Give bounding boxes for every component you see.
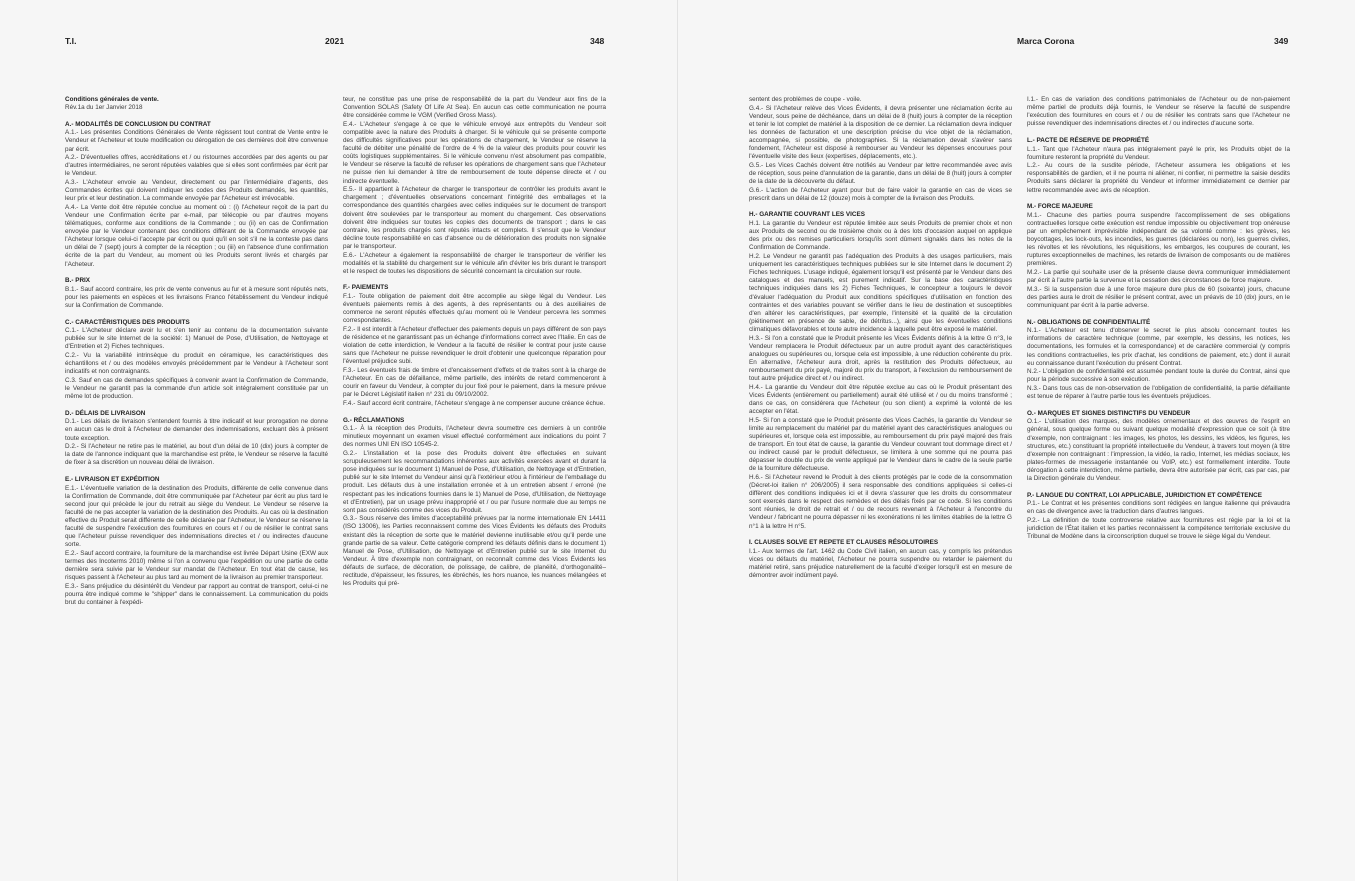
clause-paragraph: F.2.- Il est interdit à l'Acheteur d'effectuer des paiements depuis un pays différent de son pays de résidence et ne garantissant pas un échange d'informations correct avec l'Italie. En cas de violation de cette interdiction, le Vendeur a la faculté de résilier le contrat pour juste cause sans que l'Acheteur ne puisse revendiquer le droit d'obtenir une quelconque réparation pour l'éventuel préjudice subi. <box>343 325 606 366</box>
clause-paragraph: H.1. La garantie du Vendeur est réputée limitée aux seuls Produits de premier choix et non aux Produits de second ou de troisième choix ou à des lots d'occasion auquel on applique des prix ou des remises particuliers lorsqu'ils sont dûment signalés dans les notes de la Confirmation de Commande. <box>749 220 1012 252</box>
clause-paragraph: sentent des problèmes de coupe - voile. <box>749 96 862 103</box>
section-heading: A.- MODALITÉS DE CONCLUSION DU CONTRAT <box>65 120 211 128</box>
clause-paragraph: E.5.- Il appartient à l'Acheteur de charger le transporteur de contrôler les produits avant le chargement ; d'éventuelles observations concernant l'intégrité des emballages et la correspondance des quantités chargées avec celles indiquées sur le document de transport doivent être soulevées par le transporteur au moment du chargement. Ces observations doivent être indiquées sur toutes les copies des documents de transport ; dans le cas contraire, les produits chargés sont réputés intacts et complets. Il s'ensuit que le Vendeur décline toute responsabilité en cas d'absence ou de détérioration des produits non signalée par le transporteur. <box>343 186 606 250</box>
clause-paragraph: F.1.- Toute obligation de paiement doit être accomplie au siège légal du Vendeur. Les éventuels paiements remis à des agents, à des représentants ou à des auxiliaires de commerce ne seront réputés effectués qu'au moment où le Vendeur percevra les sommes correspondantes. <box>343 293 606 325</box>
clause-paragraph: I.1.- Aux termes de l'art. 1462 du Code Civil italien, en aucun cas, y compris les prétendus vices ou défauts du matériel, l'Acheteur ne pourra suspendre ou retarder le paiement du matériel retiré, sans préjudice naturellement de la faculté d'exiger lorsqu'il est en mesure de démontrer avoir indûment payé. <box>749 547 1012 580</box>
clause-paragraph: A.2.- D'éventuelles offres, accréditations et / ou ristournes accordées par des agents ou par d'autres intermédiaires, ne seront réputées valables que si elles sont confirmées par écrit par le Vendeur. <box>65 154 328 178</box>
clause-paragraph: E.1.- L'éventuelle variation de la destination des Produits, différente de celle convenue dans la Confirmation de Commande, doit être communiquée par l'Acheteur par écrit au plus tard le second jour qui précède le jour du retrait au siège du Vendeur. Le Vendeur se réserve la faculté de ne pas accepter la variation de la destination des Produits. Au cas où la destination effective du Produit serait différente de celle déclarée par l'Acheteur, le Vendeur se réserve la faculté de suspendre l'exécution des fournitures en cours et / ou de résilier le contrat sans que l'Acheteur puisse revendiquer des indemnisations directes et / ou indirectes d'aucune sorte. <box>65 484 328 549</box>
clause-paragraph: L.2.- Au cours de la susdite période, l'Acheteur assumera les obligations et les responsabilités de gardien, et il ne pourra ni aliéner, ni confier, ni permettre la saisie desdits Produits sans déclarer la propriété du Vendeur et informer immédiatement ce dernier par lettre recommandée avec avis de réception. <box>1027 162 1290 194</box>
clause-paragraph: N.1.- L'Acheteur est tenu d'observer le secret le plus absolu concernant toutes les informations de caractère technique (comme, par exemple, les dessins, les notices, les documentations, les formules et la correspondance) et de caractère commercial (y compris les conditions contractuelles, les prix d'achat, les conditions de paiement, etc.) dont il aurait eu connaissance durant l'exécution du présent Contrat. <box>1027 327 1290 367</box>
clause-paragraph: G.6.- L'action de l'Acheteur ayant pour but de faire valoir la garantie en cas de vices se prescrit dans un délai de 12 (douze) mois à compter de la livraison des Produits. <box>749 186 1012 202</box>
clause-paragraph: D.1.- Les délais de livraison s'entendent fournis à titre indicatif et leur prorogation ne donne en aucun cas le droit à l'Acheteur de demander des indemnisations, excluant dès à présent toute exception. <box>65 418 328 442</box>
clause-paragraph: H.6.- Si l'Acheteur revend le Produit à des clients protégés par le code de la consommation (Décret-loi italien n° 206/2005) il sera responsable des conditions appliquées si celles-ci diffèrent des conditions indiquées ici et il devra s'assurer que les droits du consommateur sont exercés dans le respect des remèdes et des délais fixés par ce code. Si les conditions sont réunies, le droit de retrait et / ou de recours revenant à l'Acheteur à l'encontre du Vendeur / fabricant ne pourra dépasser ni les exonérations ni les limites établies de la lettre G n°1 à la lettre H n°5. <box>749 473 1012 530</box>
clause-paragraph: B.1.- Sauf accord contraire, les prix de vente convenus au fur et à mesure sont réputés nets, pour les paiements en espèces et les livraisons Franco l'établissement du Vendeur indiqué sur la Confirmation de Commande. <box>65 285 328 310</box>
clause-paragraph: F.3.- Les éventuels frais de timbre et d'encaissement d'effets et de traites sont à la charge de l'Acheteur. En cas de défaillance, même partielle, des intérêts de retard commenceront à courir en faveur du Vendeur, à compter du jour fixé pour le paiement, dans la mesure prévue par le Décret Législatif italien n° 231 du 09/10/2002. <box>343 367 606 399</box>
right-page-number: 349 <box>1274 36 1289 46</box>
clause-paragraph: N.3.- Dans tous cas de non-observation de l'obligation de confidentialité, la partie défaillante est tenue de réparer à l'autre partie tous les éventuels préjudices. <box>1027 385 1290 401</box>
header-year: 2021 <box>325 36 345 46</box>
clause-paragraph: G.2.- L'installation et la pose des Produits doivent être effectuées en suivant scrupuleusement les recommandations inhérentes aux activités exercées avant et durant la pose indiquées sur le document 1) Manuel de Pose, d'Utilisation, de Nettoyage et d'Entretien, publié sur le site Internet du Vendeur ainsi qu'à l'extérieur et/ou à l'intérieur de l'emballage du produit. Les défauts dus à une installation erronée et à un entretien absent / erroné (ne respectant pas les indications fournies dans le 1) Manuel de Pose, d'Utilisation, de Nettoyage et d'Entretien), par un usage prévu inapproprié et / ou par l'usure normale due au temps ne sont pas considérés comme des vices du Produit. <box>343 449 606 514</box>
clause-paragraph: G.5.- Les Vices Cachés doivent être notifiés au Vendeur par lettre recommandée avec avis de réception, sous peine d'annulation de la garantie, dans un délai de 8 (huit) jours à compter de la date de la découverte du défaut. <box>749 161 1012 186</box>
text-column-1 <box>65 96 328 608</box>
clause-paragraph: H.3.- Si l'on a constaté que le Produit présente les Vices Évidents définis à la lettre G n°3, le Vendeur remplacera le Produit défectueux par un autre produit ayant des caractéristiques analogues ou supérieures ou, lorsque cela est impossible, à une réduction cohérente du prix. En alternative, l'Acheteur aura droit, après la restitution des Produits défectueux, au remboursement du prix payé, majoré du prix du transport, à l'exclusion du remboursement de tout autre préjudice direct et / ou indirect. <box>749 334 1012 383</box>
section-heading: D.- DÉLAIS DE LIVRAISON <box>65 409 146 417</box>
section-heading: P.- LANGUE DU CONTRAT, LOI APPLICABLE, JURIDICTION ET COMPÉTENCE <box>1027 491 1262 499</box>
clause-paragraph: L.1.- Tant que l'Acheteur n'aura pas intégralement payé le prix, les Produits objet de la fourniture resteront la propriété du Vendeur. <box>1027 145 1290 161</box>
header-brand: Marca Corona <box>1017 36 1075 46</box>
clause-paragraph: G.1.- À la réception des Produits, l'Acheteur devra soumettre ces derniers à un contrôle minutieux moyennant un examen visuel effectué conformément aux indications du point 7 des normes UNI EN ISO 10545-2. <box>343 425 606 449</box>
section-heading: N.- OBLIGATIONS DE CONFIDENTIALITÉ <box>1027 318 1151 326</box>
clause-paragraph: E.4.- L'Acheteur s'engage à ce que le véhicule envoyé aux entrepôts du Vendeur soit compatible avec la nature des Produits à charger. Si le véhicule qui se présente comporte des difficultés significatives pour les opérations de chargement, le Vendeur se réserve la faculté de débiter une pénalité de l'ordre de 4 % de la valeur des produits pour couvrir les coûts logistiques supplémentaires. Si le véhicule convenu n'est absolument pas compatible, le Vendeur se réserve la faculté de refuser les opérations de chargement sans que l'Acheteur ne puisse rien lui demander à titre de remboursement de toute dépense directe et / ou indirecte éventuelle. <box>343 120 606 185</box>
clause-paragraph: A.3.- L'Acheteur envoie au Vendeur, directement ou par l'intermédiaire d'agents, des Commandes écrites qui doivent indiquer les codes des Produits demandés, les quantités, leur prix et leur destination. La commande envoyée par l'Acheteur est irrévocable. <box>65 178 328 203</box>
section-heading: G.- RÉCLAMATIONS <box>343 416 405 424</box>
clause-paragraph: C.1.- L'Acheteur déclare avoir lu et s'en tenir au contenu de la documentation suivante publiée sur le site Internet de la société: 1) Manuel de Pose, d'Utilisation, de Nettoyage et d'Entretien et 2) Fiches techniques. <box>65 327 328 351</box>
section-heading: H.- GARANTIE COUVRANT LES VICES <box>749 211 865 219</box>
clause-paragraph: I.1.- En cas de variation des conditions patrimoniales de l'Acheteur ou de non-paiement même partiel de produits déjà fournis, le Vendeur se réserve la faculté de suspendre l'exécution des fournitures en cours et / ou de résilier les contrats sans que l'Acheteur ne puisse revendiquer des indemnisations directes et / ou indirectes d'aucune sorte. <box>1027 96 1290 128</box>
section-heading: E.- LIVRAISON ET EXPÉDITION <box>65 475 160 483</box>
clause-paragraph: M.3.- Si la suspension due à une force majeure dure plus de 60 (soixante) jours, chacune des parties aura le droit de résilier le présent contrat, avec un préavis de 10 (dix) jours, en le communiquant par écrit à la partie adverse. <box>1027 285 1290 310</box>
text-column-4 <box>1027 96 1290 542</box>
clause-paragraph: E.3.- Sans préjudice du désintérêt du Vendeur par rapport au contrat de transport, celui-ci ne pourra être indiqué comme le "shipper" dans le connaissement. La communication du poids brut du container à l'expédi- <box>65 582 328 607</box>
clause-paragraph: F.4.- Sauf accord écrit contraire, l'Acheteur s'engage à ne compenser aucune créance échue. <box>343 399 605 407</box>
page-gutter <box>677 0 678 881</box>
clause-paragraph: E.2.- Sauf accord contraire, la fourniture de la marchandise est livrée Départ Usine (EXW aux termes des Incoterms 2010) même si l'on a convenu que l'expédition ou une partie de cette dernière sera suivie par le Vendeur sur mandat de l'Acheteur. En tout état de cause, les risques passent à l'Acheteur au plus tard au moment de la livraison au premier transporteur. <box>65 549 328 582</box>
clause-paragraph: M.1.- Chacune des parties pourra suspendre l'accomplissement de ses obligations contractuelles lorsque cette exécution est rendue impossible ou objectivement trop onéreuse par un empêchement imprévisible indépendant de sa volonté comme : les grèves, les boycottages, les lock-outs, les incendies, les guerres (déclarées ou non), les guerres civiles, les révoltes et les révolutions, les réquisitions, les embargos, les coupures de courant, les ruptures exceptionnelles de machines, les retards de livraison de composants ou de matières premières. <box>1027 211 1290 268</box>
clause-paragraph: P.2.- La définition de toute controverse relative aux fournitures est régie par la loi et la juridiction de l'État italien et les parties reconnaissent la compétence territoriale exclusive du Tribunal de Modène dans la circonscription duquel se trouve le siège légal du Vendeur. <box>1027 517 1290 541</box>
clause-paragraph: A.4.- La Vente doit être réputée conclue au moment où : (i) l'Acheteur reçoit de la part du Vendeur une Confirmation écrite par e-mail, par télécopie ou par d'autres moyens télématiques, conforme aux conditions de la Commande ; ou (ii) en cas de Confirmation envoyée par le Vendeur contenant des conditions différant de la Commande envoyée par l'Acheteur lorsque celui-ci l'accepte par écrit ou quoi qu'il en soit s'il ne la conteste pas dans un délai de 7 (sept) jours à compter de la réception ; ou (iii) en l'absence d'une confirmation écrite de la part du Vendeur, au moment où les Produits seront livrés et chargés par l'Acheteur. <box>65 203 328 268</box>
document-title: Conditions générales de vente. <box>65 96 159 103</box>
section-heading: I. CLAUSES SOLVE ET REPETE ET CLAUSES RÉSOLUTOIRES <box>749 539 939 547</box>
left-page-number: 348 <box>590 36 605 46</box>
clause-paragraph: N.2.- L'obligation de confidentialité est assumée pendant toute la durée du Contrat, ainsi que pour la période successive à son exécution. <box>1027 368 1290 384</box>
header-section-label: T.I. <box>65 36 77 46</box>
section-heading: M.- FORCE MAJEURE <box>1027 203 1093 211</box>
clause-paragraph: P.1.- Le Contrat et les présentes conditions sont rédigées en langue italienne qui prévaudra en cas de divergence avec la traduction dans d'autres langues. <box>1027 500 1290 516</box>
document-revision: Rév.1a du 1er Janvier 2018 <box>65 104 143 112</box>
clause-paragraph: H.5- Si l'on a constaté que le Produit présente des Vices Cachés, la garantie du Vendeur se limite au remplacement du matériel par du matériel ayant des caractéristiques analogues ou supérieures et, lorsque cela est impossible, au remboursement du prix payé majoré des frais de transport. En tout état de cause, la garantie du Vendeur couvrant tout dommage direct et / ou indirect causé par le produit défectueux, se limitera à une somme qui ne pourra pas dépasser le double du prix de vente appliqué par le Vendeur dans le cadre de la seule partie de la fourniture défectueuse. <box>749 416 1012 473</box>
section-heading: O.- MARQUES ET SIGNES DISTINCTIFS DU VENDEUR <box>1027 409 1191 417</box>
section-heading: B.- PRIX <box>65 277 91 285</box>
clause-paragraph: O.1.- L'utilisation des marques, des modèles ornementaux et des œuvres de l'esprit en général, sous quelque forme ou suivant quelque modalité d'expression que ce soit (à titre d'exemple, non contraignant : les images, les photos, les dessins, les vidéos, les figures, les structures, etc.) constituant la propriété intellectuelle du Vendeur, à travers tout moyen (à titre d'exemple non contraignant : l'impression, la vidéo, la radio, Internet, les médias sociaux, les plates-formes de messagerie instantanée ou VoIP, etc.) est formellement interdite. Toute dérogation à cette interdiction, même partielle, devra être autorisée par écrit, cas par cas, par la Direction générale du Vendeur. <box>1027 418 1290 483</box>
section-heading: L.- PACTE DE RÉSERVE DE PROPRIÉTÉ <box>1027 136 1150 144</box>
text-column-3 <box>749 96 1012 581</box>
clause-paragraph: G.4.- Si l'Acheteur relève des Vices Évidents, il devra présenter une réclamation écrite au Vendeur, sous peine de déchéance, dans un délai de 8 (huit) jours à compter de la réception et tenir le lot complet de matériel à la disposition de ce dernier. La réclamation devra indiquer les données de facturation et une description précise du vice objet de la réclamation, accompagnée, si possible, de photographies. Si la réclamation devait s'avérer sans fondement, l'Acheteur est disposé à rembourser au Vendeur les dépenses encourues pour l'éventuelle visite des lieux (expertises, déplacements, etc.). <box>749 104 1012 161</box>
clause-paragraph: teur, ne constitue pas une prise de responsabilité de la part du Vendeur aux fins de la Convention SOLAS (Safety Of Life At Sea). En aucun cas cette communication ne pourra être considérée comme le VGM (Verified Gross Mass). <box>343 96 606 120</box>
section-heading: F.- PAIEMENTS <box>343 284 389 292</box>
clause-paragraph: G.3.- Sous réserve des limites d'acceptabilité prévues par la norme internationale EN 14411 (ISO 13006), les Parties reconnaissent comme des Vices Évidents les défauts des Produits existant dès la réception de sorte que le matériel devienne inutilisable et/ou qu'il perde une grande partie de sa valeur. Cette catégorie comprend les défauts définis dans le document 1) Manuel de Pose, d'Utilisation, de Nettoyage et d'Entretien publié sur le site Internet du Vendeur. À titre d'exemple non contraignant, on reconnaît comme des Vices Évidents les défauts de surface, de décoration, de polissage, de calibre, de planéité, d'orthogonalité–rectitude, d'épaisseur, les fissures, les ébréchés, les hors nuance, les nuances mélangées et les Produits qui pré- <box>343 515 606 588</box>
section-heading: C.- CARACTÉRISTIQUES DES PRODUITS <box>65 318 190 326</box>
clause-paragraph: A.1.- Les présentes Conditions Générales de Vente régissent tout contrat de Vente entre le Vendeur et l'Acheteur et toute modification ou dérogation de ces dernières doit être convenue par écrit. <box>65 129 328 153</box>
text-column-2 <box>343 96 606 589</box>
clause-paragraph: H.2. Le Vendeur ne garantit pas l'adéquation des Produits à des usages particuliers, mais uniquement les caractéristiques techniques publiées sur le site Internet dans le document 2) Fiches techniques. L'usage indiqué, également lorsqu'il est présenté par le Vendeur dans des catalogues et des manuels, est purement indicatif. Sur la base des caractéristiques techniques indiquées dans les 2) Fiches Techniques, le concepteur a toujours le devoir d'évaluer l'adéquation du Produit aux conditions spécifiques d'utilisation en fonction des contraintes et des variables pouvant se vérifier dans le lieu de destination et susceptibles d'en altérer les caractéristiques, par exemple, l'intensité et la qualité de la circulation (piétinement en présence de sable, de détritus...), ainsi que les éventuelles conditions climatiques défavorables et toute autre incidence à laquelle peut être exposé le matériel. <box>749 252 1012 333</box>
clause-paragraph: H.4.- La garantie du Vendeur doit être réputée exclue au cas où le Produit présentant des Vices Évidents (entièrement ou partiellement) aurait été utilisé et / ou du moins transformé ; dans ce cas, on considérera que l'Acheteur (ou son client) a exprimé la volonté de les accepter en l'état. <box>749 383 1012 416</box>
clause-paragraph: C.3. Sauf en cas de demandes spécifiques à convenir avant la Confirmation de Commande, le Vendeur ne garantit pas la commande d'un article soit intégralement constituée par un même lot de production. <box>65 376 328 401</box>
clause-paragraph: D.2.- Si l'Acheteur ne retire pas le matériel, au bout d'un délai de 10 (dix) jours à compter de la date de l'annonce indiquant que la marchandise est prête, le Vendeur se réserve la faculté de fixer à sa discrétion un nouveau délai de livraison. <box>65 443 328 467</box>
clause-paragraph: M.2.- La partie qui souhaite user de la présente clause devra communiquer immédiatement par écrit à l'autre partie la survenue et la cessation des circonstances de force majeure. <box>1027 269 1290 285</box>
clause-paragraph: E.6.- L'Acheteur a également la responsabilité de charger le transporteur de vérifier les modalités et la stabilité du chargement sur le véhicule afin d'éviter les bris durant le transport et le respect de toutes les dispositions de sécurité concernant la circulation sur route. <box>343 251 606 275</box>
clause-paragraph: C.2.- Vu la variabilité intrinsèque du produit en céramique, les caractéristiques des échantillons et / ou des modèles envoyés précédemment par le Vendeur à l'Acheteur sont indicatifs et non contraignants. <box>65 352 328 376</box>
